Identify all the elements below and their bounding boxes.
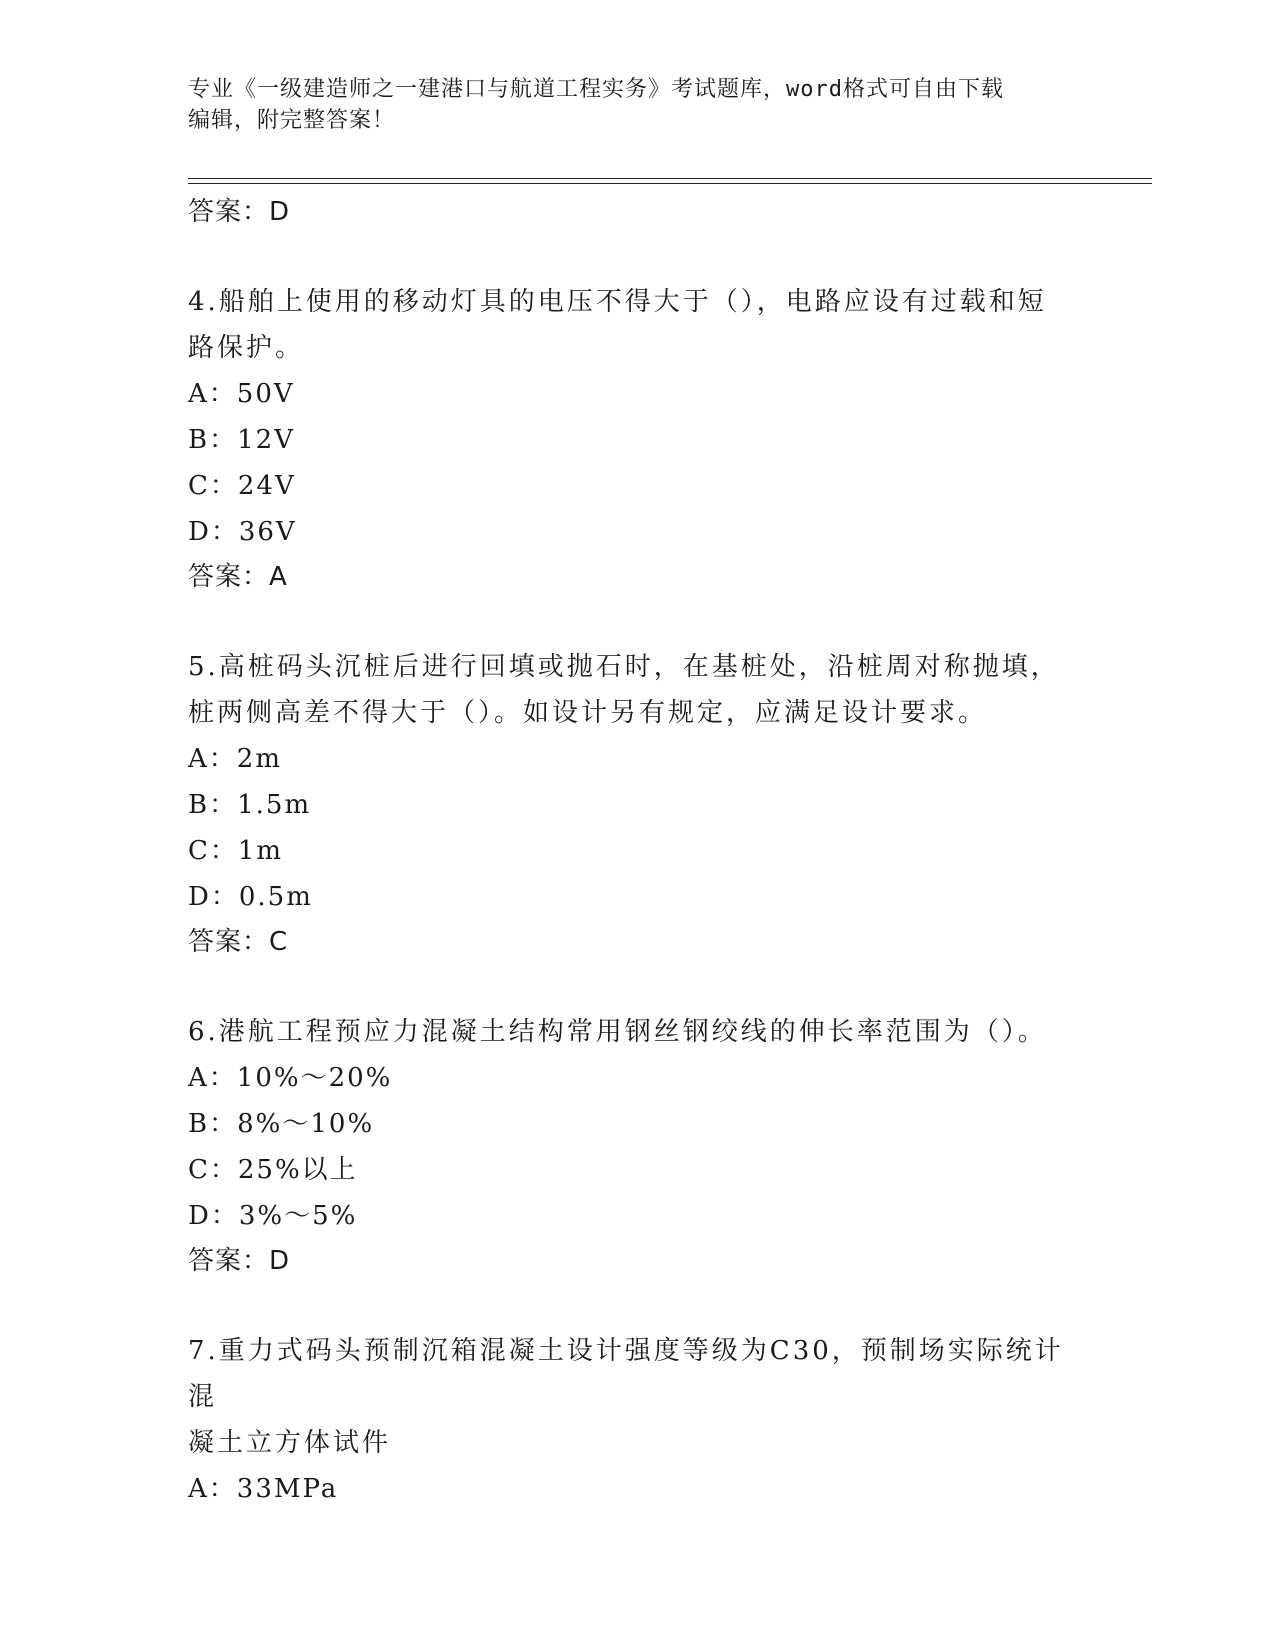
question-text-line: 4.船舶上使用的移动灯具的电压不得大于（），电路应设有过载和短 bbox=[188, 287, 1047, 317]
question-text-line: 凝土立方体试件 bbox=[188, 1428, 392, 1458]
question-4 bbox=[188, 279, 1088, 599]
option-b: B：8%～10% bbox=[188, 1109, 375, 1139]
option-b: B：1.5m bbox=[188, 790, 312, 820]
question-text-line: 路保护。 bbox=[188, 333, 305, 363]
spacer bbox=[188, 599, 1088, 644]
option-d: D：3%～5% bbox=[188, 1201, 358, 1231]
option-d: D：36V bbox=[188, 517, 297, 547]
option-d: D：0.5m bbox=[188, 882, 313, 912]
option-c: C：1m bbox=[188, 836, 284, 866]
header-line-2: 编辑，附完整答案！ bbox=[188, 108, 396, 133]
answer-line: 答案：D bbox=[188, 197, 291, 227]
document-header bbox=[188, 74, 1088, 136]
question-7 bbox=[188, 1328, 1088, 1512]
header-divider-bottom bbox=[188, 183, 1152, 184]
option-a: A：2m bbox=[188, 744, 282, 774]
question-6 bbox=[188, 1009, 1088, 1283]
option-a: A：50V bbox=[188, 379, 295, 409]
option-c: C：24V bbox=[188, 471, 296, 501]
header-line-1: 专业《一级建造师之一建港口与航道工程实务》考试题库，word格式可自由下载 bbox=[188, 77, 1004, 102]
question-list bbox=[188, 190, 1088, 1512]
question-text-line: 5.高桩码头沉桩后进行回填或抛石时，在基桩处，沿桩周对称抛填， bbox=[188, 652, 1060, 682]
header-divider-top bbox=[188, 178, 1152, 179]
option-c: C：25%以上 bbox=[188, 1155, 358, 1185]
answer-line: 答案：C bbox=[188, 927, 289, 957]
option-a: A：10%～20% bbox=[188, 1063, 393, 1093]
question-text-line: 桩两侧高差不得大于（）。如设计另有规定，应满足设计要求。 bbox=[188, 698, 988, 728]
answer-line: 答案：A bbox=[188, 562, 288, 592]
option-a: A：33MPa bbox=[188, 1474, 339, 1504]
answer-line: 答案：D bbox=[188, 1246, 291, 1276]
spacer bbox=[188, 1283, 1088, 1328]
question-text-line: 7.重力式码头预制沉箱混凝土设计强度等级为C30，预制场实际统计混 bbox=[188, 1336, 1064, 1412]
spacer bbox=[188, 234, 1088, 279]
question-text-line: 6.港航工程预应力混凝土结构常用钢丝钢绞线的伸长率范围为（）。 bbox=[188, 1017, 1047, 1047]
option-b: B：12V bbox=[188, 425, 295, 455]
spacer bbox=[188, 964, 1088, 1009]
question-5 bbox=[188, 644, 1088, 964]
